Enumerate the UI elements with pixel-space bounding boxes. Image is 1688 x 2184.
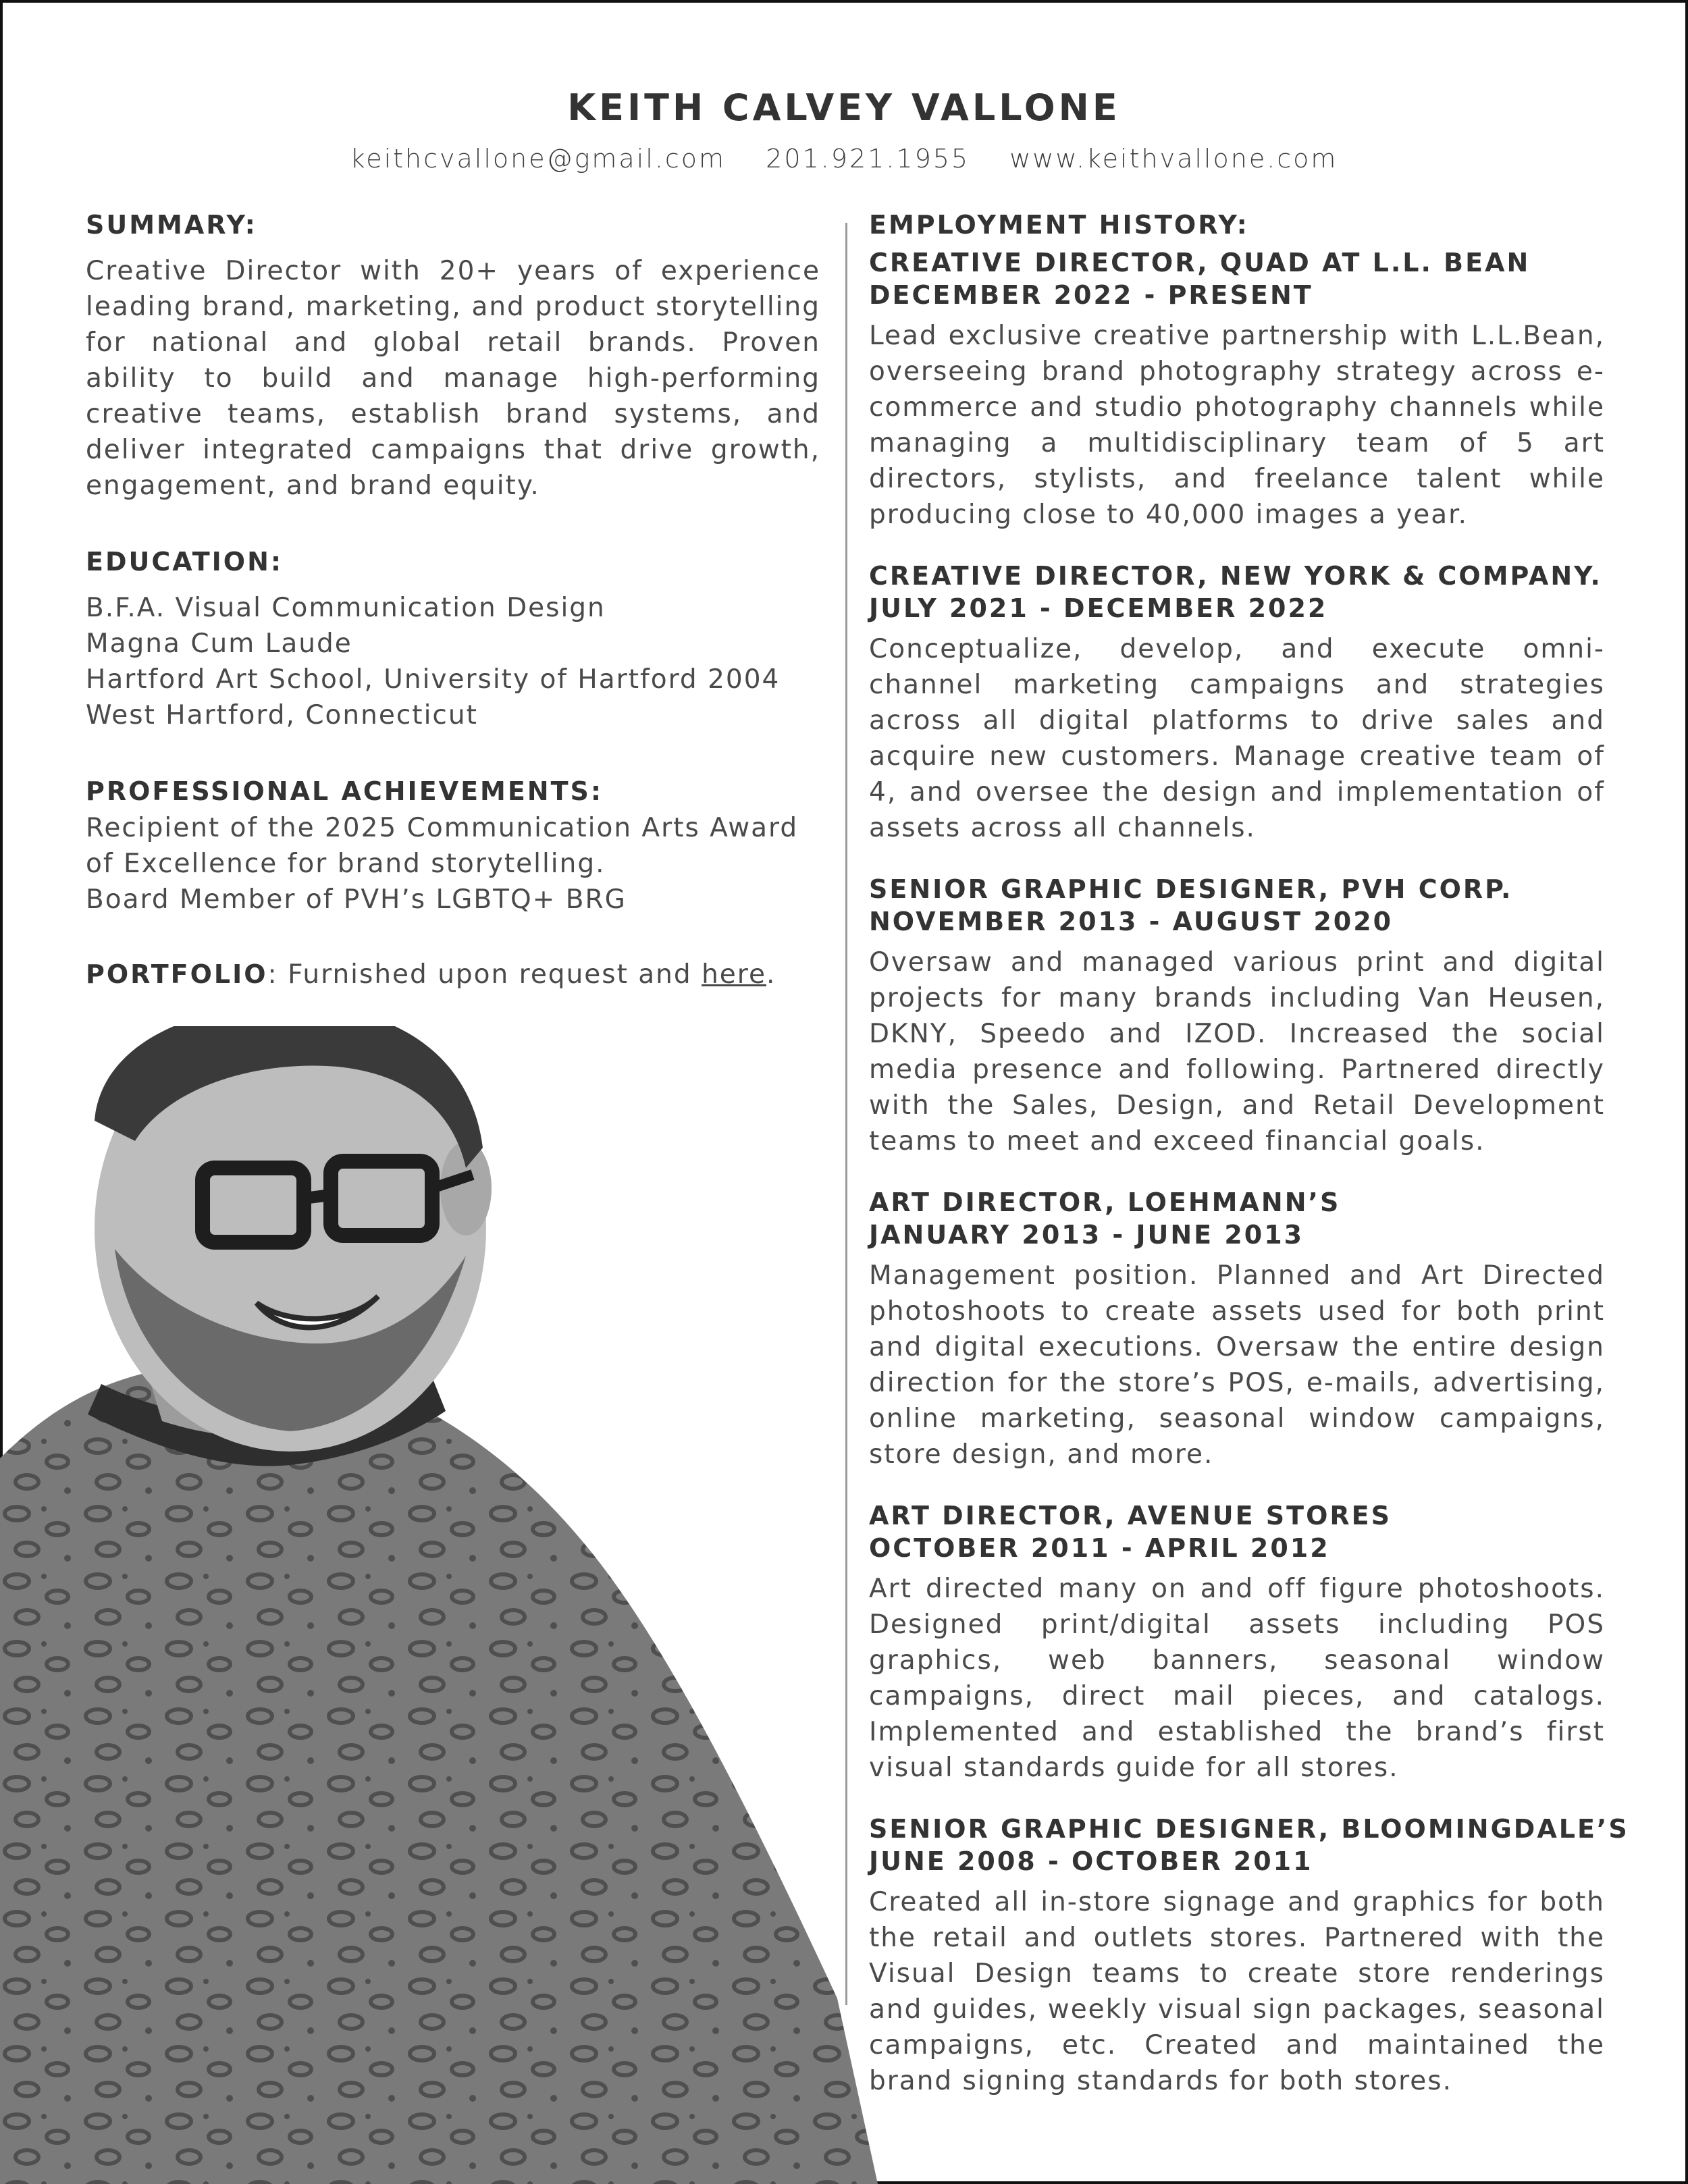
portfolio-section bbox=[86, 957, 820, 992]
portfolio-label: PORTFOLIO bbox=[86, 959, 268, 989]
achievements-section bbox=[86, 772, 820, 917]
job-title: CREATIVE DIRECTOR, NEW YORK & COMPANY. bbox=[869, 561, 1602, 591]
achievement-lines bbox=[86, 810, 820, 917]
portfolio-period: . bbox=[766, 959, 776, 990]
job-description: Oversaw and managed various print and digital projects for many brands including Van Heusen, DKNY, Speedo and IZOD. Increased the social media presence and following. Partnered directly with the Sales, Design, and Retail Development teams to meet and exceed financial goals. bbox=[869, 947, 1605, 1156]
website-link[interactable]: www.keithvallone.com bbox=[1009, 144, 1338, 174]
summary-text: Creative Director with 20+ years of experience leading brand, marketing, and product storytelling for national and global retail brands. Proven ability to build and manage high-performing creative teams, establish brand systems, and deliver integrated campaigns that drive growth, engagement, and brand equity. bbox=[86, 256, 820, 501]
job-description: Conceptualize, develop, and execute omni-channel marketing campaigns and strategies across all digital platforms to drive sales and acquire new customers. Manage creative team of 4, and oversee the design and implementation of assets across all channels. bbox=[869, 634, 1605, 843]
email-link[interactable]: keithcvallone@gmail.com bbox=[350, 144, 727, 174]
education-lines bbox=[86, 590, 820, 733]
education-heading: EDUCATION: bbox=[86, 547, 284, 577]
portfolio-text: Furnished upon request and bbox=[278, 959, 702, 990]
achievement-line: Recipient of the 2025 Communication Arts Award bbox=[86, 813, 799, 843]
candidate-name: KEITH CALVEY VALLONE bbox=[567, 86, 1121, 129]
education-line: West Hartford, Connecticut bbox=[86, 700, 478, 730]
job-dates: DECEMBER 2022 - PRESENT bbox=[869, 280, 1313, 310]
job-entry bbox=[869, 1499, 1605, 1786]
right-column bbox=[869, 206, 1629, 2126]
sweater bbox=[0, 1367, 878, 2184]
contact-line bbox=[0, 144, 1688, 174]
job-entry bbox=[869, 1186, 1605, 1472]
achievement-line: Board Member of PVH’s LGBTQ+ BRG bbox=[86, 884, 627, 915]
portfolio-colon: : bbox=[267, 959, 278, 990]
achievement-line: of Excellence for brand storytelling. bbox=[86, 849, 606, 879]
resume-header bbox=[0, 86, 1688, 174]
education-section bbox=[86, 543, 820, 733]
job-entry bbox=[869, 1813, 1629, 2099]
job-title: ART DIRECTOR, LOEHMANN’S bbox=[869, 1188, 1341, 1217]
employment-heading: EMPLOYMENT HISTORY: bbox=[869, 210, 1249, 240]
job-dates: NOVEMBER 2013 - AUGUST 2020 bbox=[869, 907, 1394, 936]
summary-heading: SUMMARY: bbox=[86, 210, 257, 240]
left-column bbox=[86, 206, 820, 992]
job-title: ART DIRECTOR, AVENUE STORES bbox=[869, 1501, 1392, 1530]
portrait-photo bbox=[0, 1026, 878, 2184]
education-line: Magna Cum Laude bbox=[86, 629, 352, 659]
job-description: Management position. Planned and Art Directed photoshoots to create assets used for both print and digital executions. Oversaw the entire design direction for the store’s POS, e-mails, advertising, online marketing, seasonal window campaigns, store design, and more. bbox=[869, 1260, 1605, 1470]
achievements-heading: PROFESSIONAL ACHIEVEMENTS: bbox=[86, 776, 604, 806]
phone-number: 201.921.1955 bbox=[766, 144, 970, 174]
job-dates: JULY 2021 - DECEMBER 2022 bbox=[869, 593, 1328, 623]
job-entry bbox=[869, 873, 1605, 1159]
job-title: CREATIVE DIRECTOR, QUAD AT L.L. BEAN bbox=[869, 248, 1531, 277]
job-dates: JANUARY 2013 - JUNE 2013 bbox=[869, 1220, 1304, 1250]
education-line: Hartford Art School, University of Hartford 2004 bbox=[86, 664, 781, 695]
job-dates: OCTOBER 2011 - APRIL 2012 bbox=[869, 1533, 1330, 1563]
education-line: B.F.A. Visual Communication Design bbox=[86, 593, 606, 623]
job-title: SENIOR GRAPHIC DESIGNER, BLOOMINGDALE’S bbox=[869, 1814, 1629, 1844]
job-description: Art directed many on and off figure photoshoots. Designed print/digital assets including POS graphics, web banners, seasonal window campaigns, direct mail pieces, and catalogs. Implemented and established the brand’s first visual standards guide for all stores. bbox=[869, 1574, 1605, 1783]
job-entry bbox=[869, 246, 1605, 533]
job-description: Created all in-store signage and graphics for both the retail and outlets stores. Partnered with the Visual Design teams to create store renderings and guides, weekly visual sign packages, seasonal campaigns, etc. Created and maintained the brand signing standards for both stores. bbox=[869, 1887, 1605, 2096]
summary-section bbox=[86, 206, 820, 504]
portfolio-link[interactable]: here bbox=[702, 959, 766, 990]
job-dates: JUNE 2008 - OCTOBER 2011 bbox=[869, 1846, 1313, 1876]
job-title: SENIOR GRAPHIC DESIGNER, PVH CORP. bbox=[869, 874, 1513, 904]
job-entry bbox=[869, 560, 1605, 846]
job-description: Lead exclusive creative partnership with L.L.Bean, overseeing brand photography strategy across e-commerce and studio photography channels while managing a multidisciplinary team of 5 art directors, stylists, and freelance talent while producing close to 40,000 images a year. bbox=[869, 321, 1605, 530]
